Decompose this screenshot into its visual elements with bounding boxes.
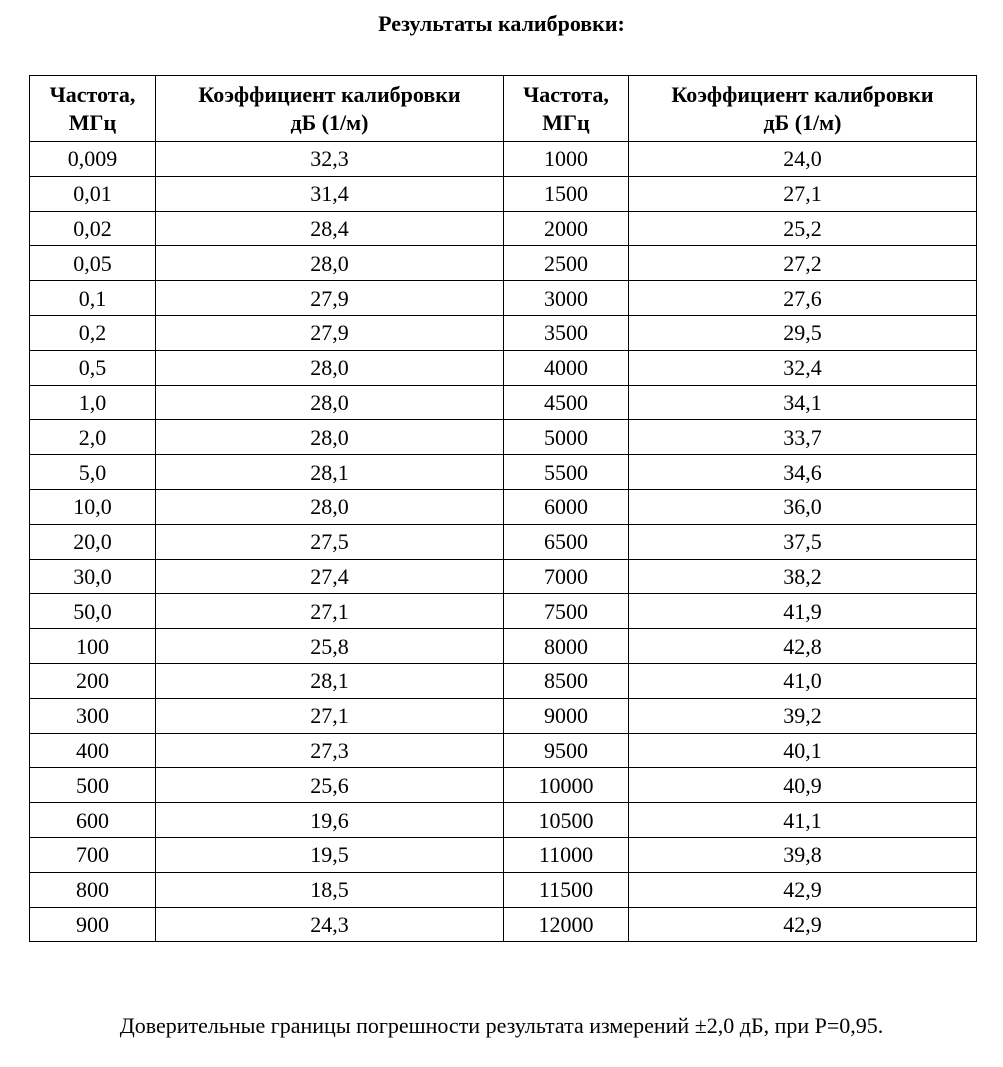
table-row (30, 837, 977, 872)
table-row (30, 698, 977, 733)
frequency-cell: 0,2 (30, 315, 156, 350)
coefficient-cell: 24,3 (156, 907, 504, 942)
calibration-table (29, 75, 977, 942)
frequency-cell: 0,5 (30, 350, 156, 385)
coefficient-cell: 32,4 (629, 350, 977, 385)
frequency-cell: 8500 (504, 663, 629, 698)
table-row (30, 663, 977, 698)
frequency-cell: 5,0 (30, 455, 156, 490)
frequency-cell: 0,1 (30, 281, 156, 316)
header-coefficient-line2: дБ (1/м) (763, 109, 842, 135)
coefficient-cell: 42,9 (629, 907, 977, 942)
confidence-footnote: Доверительные границы погрешности результата измерений ±2,0 дБ, при P=0,95. (119, 1013, 884, 1038)
table-row (30, 872, 977, 907)
frequency-cell: 11500 (504, 872, 629, 907)
frequency-cell: 7500 (504, 594, 629, 629)
frequency-cell: 9500 (504, 733, 629, 768)
frequency-cell: 0,02 (30, 211, 156, 246)
coefficient-cell: 41,1 (629, 803, 977, 838)
coefficient-cell: 40,1 (629, 733, 977, 768)
coefficient-cell: 28,1 (156, 663, 504, 698)
header-frequency-right (504, 76, 629, 142)
frequency-cell: 50,0 (30, 594, 156, 629)
coefficient-cell: 27,1 (156, 594, 504, 629)
table-row (30, 594, 977, 629)
frequency-cell: 200 (30, 663, 156, 698)
frequency-cell: 10000 (504, 768, 629, 803)
header-frequency-left (30, 76, 156, 142)
table-row (30, 629, 977, 664)
frequency-cell: 4500 (504, 385, 629, 420)
table-row (30, 246, 977, 281)
coefficient-cell: 42,8 (629, 629, 977, 664)
frequency-cell: 3500 (504, 315, 629, 350)
page-title: Результаты калибровки: (378, 11, 625, 36)
coefficient-cell: 40,9 (629, 768, 977, 803)
coefficient-cell: 37,5 (629, 524, 977, 559)
coefficient-cell: 42,9 (629, 872, 977, 907)
table-row (30, 142, 977, 177)
coefficient-cell: 25,8 (156, 629, 504, 664)
frequency-cell: 10500 (504, 803, 629, 838)
header-frequency-line1: Частота, (49, 81, 136, 107)
table-row (30, 733, 977, 768)
frequency-cell: 0,05 (30, 246, 156, 281)
frequency-cell: 5500 (504, 455, 629, 490)
header-frequency-line2: МГц (68, 109, 117, 135)
coefficient-cell: 27,3 (156, 733, 504, 768)
coefficient-cell: 27,9 (156, 281, 504, 316)
coefficient-cell: 34,6 (629, 455, 977, 490)
coefficient-cell: 28,0 (156, 489, 504, 524)
frequency-cell: 0,01 (30, 176, 156, 211)
frequency-cell: 2000 (504, 211, 629, 246)
frequency-cell: 500 (30, 768, 156, 803)
frequency-cell: 300 (30, 698, 156, 733)
coefficient-cell: 34,1 (629, 385, 977, 420)
coefficient-cell: 29,5 (629, 315, 977, 350)
table-row (30, 385, 977, 420)
frequency-cell: 11000 (504, 837, 629, 872)
frequency-cell: 5000 (504, 420, 629, 455)
coefficient-cell: 28,0 (156, 385, 504, 420)
frequency-cell: 800 (30, 872, 156, 907)
table-row (30, 281, 977, 316)
table-header (30, 76, 977, 142)
table-row (30, 559, 977, 594)
header-frequency-line1: Частота, (523, 81, 609, 107)
coefficient-cell: 27,5 (156, 524, 504, 559)
coefficient-cell: 19,6 (156, 803, 504, 838)
frequency-cell: 600 (30, 803, 156, 838)
coefficient-cell: 27,4 (156, 559, 504, 594)
coefficient-cell: 28,0 (156, 350, 504, 385)
coefficient-cell: 38,2 (629, 559, 977, 594)
header-coefficient-right (629, 76, 977, 142)
coefficient-cell: 28,0 (156, 420, 504, 455)
header-coefficient-line1: Коэффициент калибровки (671, 81, 934, 107)
frequency-cell: 0,009 (30, 142, 156, 177)
table-row (30, 420, 977, 455)
table-row (30, 768, 977, 803)
coefficient-cell: 24,0 (629, 142, 977, 177)
frequency-cell: 400 (30, 733, 156, 768)
coefficient-cell: 41,0 (629, 663, 977, 698)
coefficient-cell: 41,9 (629, 594, 977, 629)
coefficient-cell: 28,0 (156, 246, 504, 281)
table-row (30, 907, 977, 942)
frequency-cell: 30,0 (30, 559, 156, 594)
coefficient-cell: 27,2 (629, 246, 977, 281)
coefficient-cell: 36,0 (629, 489, 977, 524)
coefficient-cell: 27,9 (156, 315, 504, 350)
frequency-cell: 12000 (504, 907, 629, 942)
coefficient-cell: 32,3 (156, 142, 504, 177)
coefficient-cell: 27,1 (629, 176, 977, 211)
frequency-cell: 20,0 (30, 524, 156, 559)
frequency-cell: 2500 (504, 246, 629, 281)
table-row (30, 350, 977, 385)
frequency-cell: 9000 (504, 698, 629, 733)
frequency-cell: 1,0 (30, 385, 156, 420)
frequency-cell: 1500 (504, 176, 629, 211)
coefficient-cell: 18,5 (156, 872, 504, 907)
coefficient-cell: 28,4 (156, 211, 504, 246)
table-row (30, 524, 977, 559)
frequency-cell: 900 (30, 907, 156, 942)
frequency-cell: 6000 (504, 489, 629, 524)
table-row (30, 455, 977, 490)
frequency-cell: 3000 (504, 281, 629, 316)
table-row (30, 211, 977, 246)
frequency-cell: 10,0 (30, 489, 156, 524)
header-coefficient-left (156, 76, 504, 142)
coefficient-cell: 31,4 (156, 176, 504, 211)
coefficient-cell: 39,2 (629, 698, 977, 733)
coefficient-cell: 39,8 (629, 837, 977, 872)
frequency-cell: 700 (30, 837, 156, 872)
table-row (30, 489, 977, 524)
frequency-cell: 4000 (504, 350, 629, 385)
coefficient-cell: 33,7 (629, 420, 977, 455)
table-body (30, 142, 977, 942)
frequency-cell: 2,0 (30, 420, 156, 455)
coefficient-cell: 28,1 (156, 455, 504, 490)
header-coefficient-line2: дБ (1/м) (290, 109, 369, 135)
frequency-cell: 8000 (504, 629, 629, 664)
frequency-cell: 7000 (504, 559, 629, 594)
coefficient-cell: 27,6 (629, 281, 977, 316)
coefficient-cell: 27,1 (156, 698, 504, 733)
header-row (30, 76, 977, 142)
frequency-cell: 100 (30, 629, 156, 664)
table-row (30, 315, 977, 350)
frequency-cell: 1000 (504, 142, 629, 177)
coefficient-cell: 25,2 (629, 211, 977, 246)
coefficient-cell: 25,6 (156, 768, 504, 803)
table-row (30, 803, 977, 838)
table-row (30, 176, 977, 211)
frequency-cell: 6500 (504, 524, 629, 559)
coefficient-cell: 19,5 (156, 837, 504, 872)
header-coefficient-line1: Коэффициент калибровки (198, 81, 461, 107)
header-frequency-line2: МГц (542, 109, 590, 135)
